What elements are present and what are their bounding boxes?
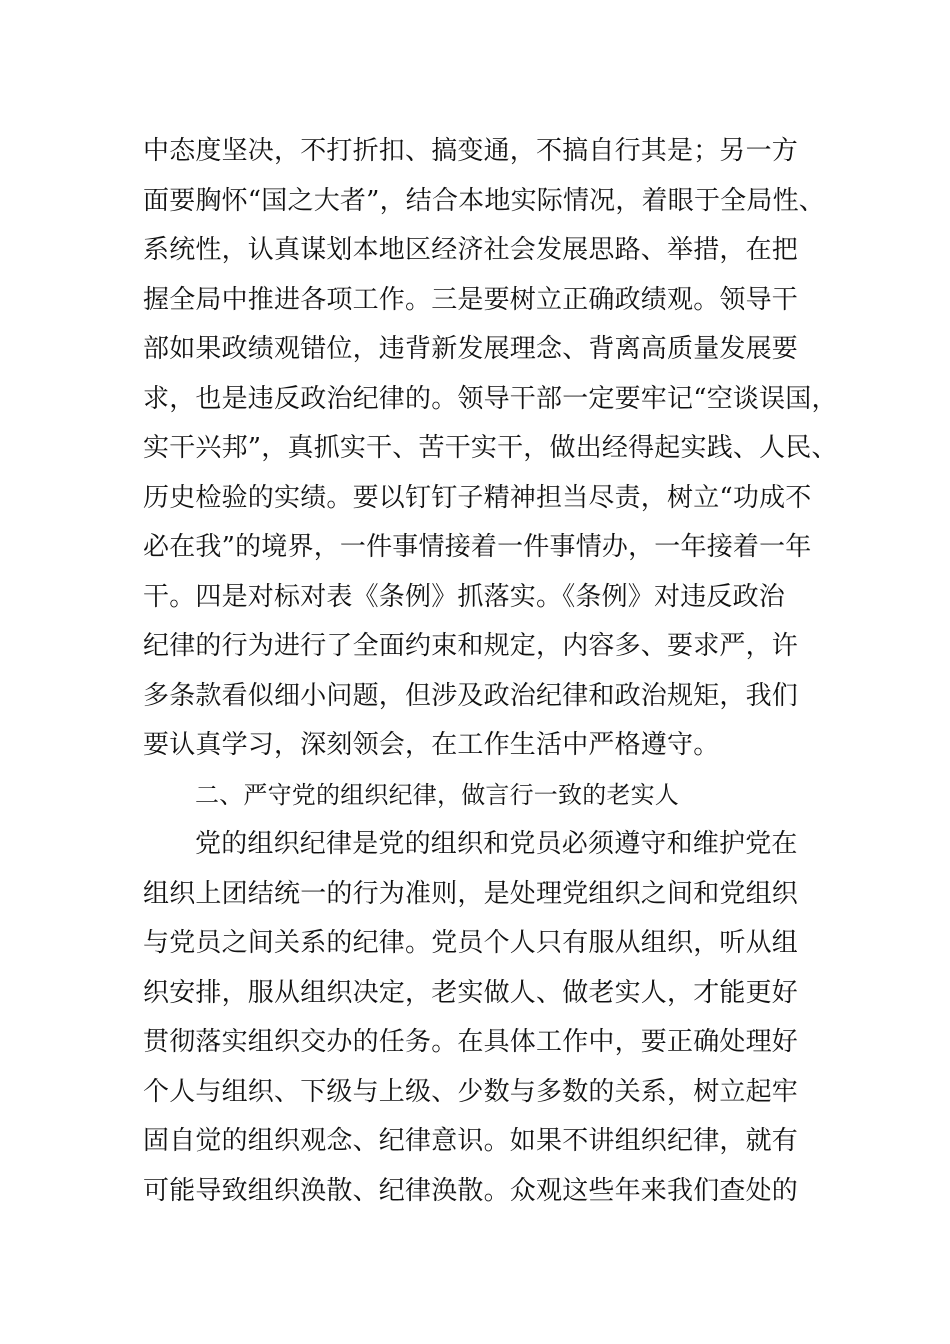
text-line: 与党员之间关系的纪律。党员个人只有服从组织，听从组 <box>143 928 799 958</box>
text-line: 组织上团结统一的行为准则，是处理党组织之间和党组织 <box>143 878 799 909</box>
text-line: 织安排，服从组织决定，老实做人、做老实人，才能更好 <box>143 977 799 1008</box>
body-text <box>143 127 838 1216</box>
text-line: 可能导致组织涣散、纪律涣散。众观这些年来我们查处的 <box>143 1175 799 1206</box>
paragraph-first-line: 党的组织纪律是党的组织和党员必须遵守和维护党在 <box>195 829 798 859</box>
text-line: 固自觉的组织观念、纪律意识。如果不讲组织纪律，就有 <box>143 1126 799 1156</box>
text-line: 多条款看似细小问题，但涉及政治纪律和政治规矩，我们 <box>143 680 799 711</box>
text-line: 历史检验的实绩。要以钉钉子精神担当尽责，树立“功成不 <box>143 482 812 513</box>
text-line: 个人与组织、下级与上级、少数与多数的关系，树立起牢 <box>143 1076 799 1107</box>
text-line: 要认真学习，深刻领会，在工作生活中严格遵守。 <box>143 730 720 760</box>
text-line: 贯彻落实组织交办的任务。在具体工作中，要正确处理好 <box>143 1027 799 1057</box>
section-heading: 二、严守党的组织纪律，做言行一致的老实人 <box>195 780 679 809</box>
text-line: 握全局中推进各项工作。三是要树立正确政绩观。领导干 <box>143 284 799 315</box>
text-line: 纪律的行为进行了全面约束和规定，内容多、要求严，许 <box>143 631 799 661</box>
text-line: 干。四是对标对表《条例》抓落实。《条例》对违反政治 <box>143 581 786 612</box>
text-line: 系统性，认真谋划本地区经济社会发展思路、举措，在把 <box>143 235 799 265</box>
text-line: 必在我”的境界，一件事情接着一件事情办，一年接着一年 <box>143 532 812 562</box>
text-line: 面要胸怀“国之大者”，结合本地实际情况，着眼于全局性、 <box>143 185 825 216</box>
text-line: 中态度坚决，不打折扣、搞变通，不搞自行其是；另一方 <box>143 136 799 166</box>
text-line: 实干兴邦”，真抓实干、苦干实干，做出经得起实践、人民、 <box>143 433 838 463</box>
text-line: 部如果政绩观错位，违背新发展理念、背离高质量发展要 <box>143 334 799 364</box>
text-line: 求，也是违反政治纪律的。领导干部一定要牢记“空谈误国， <box>143 383 838 414</box>
